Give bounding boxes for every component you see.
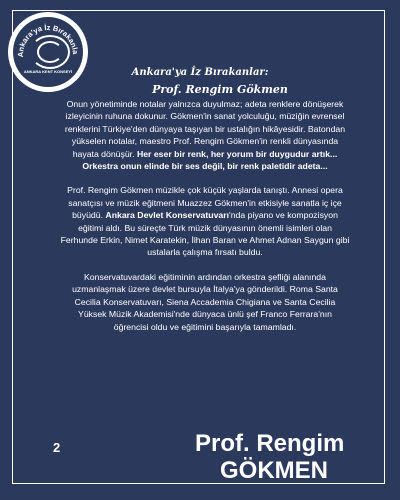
- paragraph-2-text-b: 'nda piyano ve kompozisyon eğitimi aldı. Bu süreçte Türk müzik dünyasının önemli isimleri olan Ferhunde Erkin, Nimet Karatekin, İlhan Baran ve Ahmet Adnan Saygun gibi ustalarla çalışma fırsatı buldu.: [60, 210, 350, 258]
- page-number: 2: [53, 440, 61, 455]
- logo-sub-text: ANKARA KENT KONSEYİ: [23, 69, 73, 74]
- paragraph-1-bold: Her eser bir renk, her yorum bir duygudur artık... Orkestra onun elinde bir ses değil, bir renk paletidir adeta...: [82, 148, 338, 172]
- logo-ring-label: Ankara'ya İz Bırakanla: [15, 22, 81, 58]
- header-series-title: Ankara'ya İz Bırakanlar:: [131, 67, 269, 78]
- person-title-line1: Prof. Rengim: [195, 430, 345, 457]
- paragraph-1: [60, 98, 350, 172]
- paragraph-2: [60, 184, 350, 258]
- header-person-name: Prof. Rengim Gökmen: [152, 83, 288, 96]
- paragraph-1-text: Onun yönetiminde notalar yalnızca duyulmaz; adeta renklere dönüşerek izleyicinin ruhuna dokunur. Gökmen'in sanat yolculuğu, müziğin evrensel renklerini Türkiye'den dünyaya taşıyan bir ustalığın hikâyesidir. Batondan yükselen notalar, maestro Prof. Rengim Gökmen'in renkli dünyasında hayata dönüşür.: [64, 99, 346, 159]
- logo-swirl-inner-icon: [37, 41, 63, 63]
- page-header: [0, 64, 400, 98]
- paragraph-2-text-a: Prof. Rengim Gökmen müzikle çok küçük yaşlarda tanıştı. Annesi opera sanatçısı ve müzik eğitmeni Muazzez Gökmen'in etkisiyle sanatla iç içe büyüdü.: [67, 185, 343, 221]
- paragraph-2-bold: Ankara Devlet Konservatuvarı: [105, 210, 230, 221]
- body-text: [60, 98, 350, 345]
- person-title-line2: GÖKMEN: [220, 457, 328, 484]
- person-title: [195, 430, 344, 484]
- paragraph-3: Konservatuvardaki eğitiminin ardından orkestra şefliği alanında uzmanlaşmak üzere devlet bursuyla İtalya'ya gönderildi. Roma Santa Cecilia Konservatuvarı, Siena Accademia Chigiana ve Santa Cecilia Yüksek Müzik Akademisi'nde dünyaca ünlü şef Franco Ferrara'nın öğrencisi oldu ve eğitimini başarıyla tamamladı.: [72, 271, 338, 332]
